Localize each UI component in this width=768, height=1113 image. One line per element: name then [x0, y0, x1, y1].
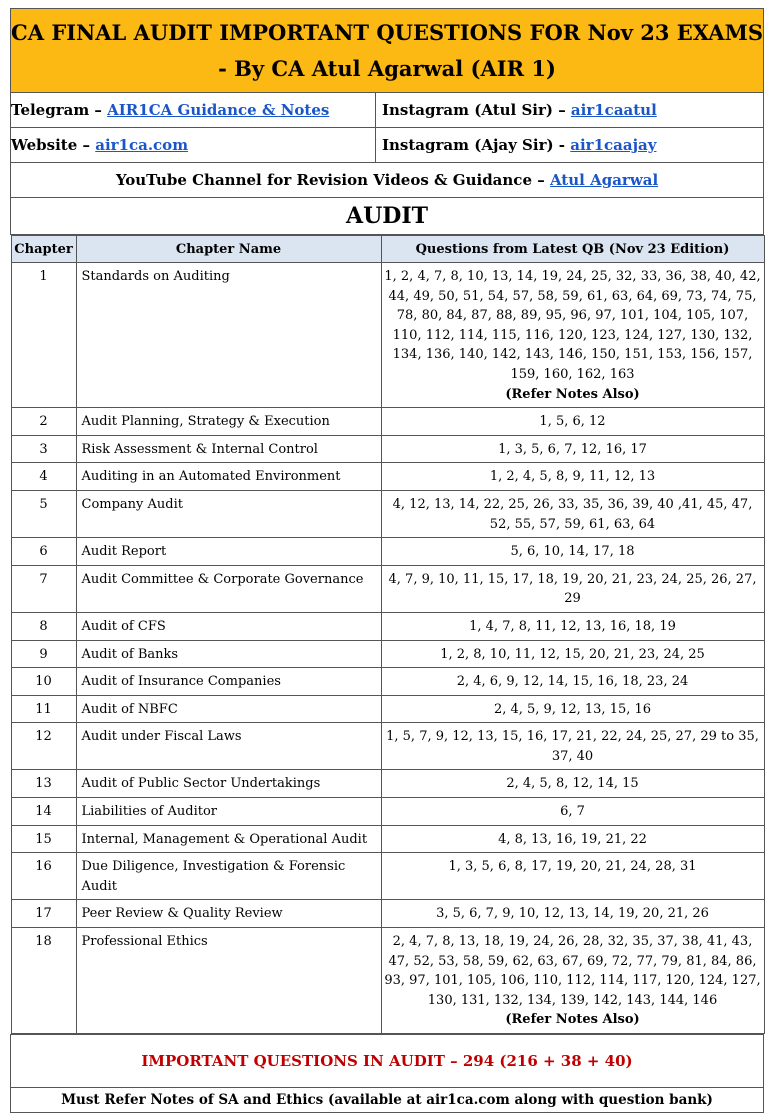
chapter-name: Audit of NBFC	[76, 695, 381, 723]
chapter-name: Standards on Auditing	[76, 263, 381, 408]
table-row	[11, 408, 764, 436]
table-row	[11, 612, 764, 640]
chapter-name: Liabilities of Auditor	[76, 798, 381, 826]
chapter-questions	[381, 408, 764, 436]
question-list: 6, 7	[560, 804, 585, 820]
question-list: 2, 4, 7, 8, 13, 18, 19, 24, 26, 28, 32, 35, 37, 38, 41, 43, 47, 52, 53, 58, 59, 62, 63, 67, 69, 72, 77, 79, 81, 84, 86, 93, 97, 101, 105, 106, 110, 112, 114, 117, 120, 124, 127, 130, 131, 132, 134, 139, 142, 143, 144, 146	[384, 934, 761, 1008]
chapter-name: Risk Assessment & Internal Control	[76, 435, 381, 463]
table-row	[11, 435, 764, 463]
chapter-questions	[381, 640, 764, 668]
question-list: 4, 7, 9, 10, 11, 15, 17, 18, 19, 20, 21, 23, 24, 25, 26, 27, 29	[388, 571, 757, 607]
instagram-ajay-label: Instagram (Ajay Sir) -	[382, 136, 571, 154]
chapter-number: 18	[11, 928, 76, 1034]
page-subtitle: - By CA Atul Agarwal (AIR 1)	[218, 55, 556, 81]
chapter-number: 2	[11, 408, 76, 436]
table-row	[11, 798, 764, 826]
chapter-questions	[381, 798, 764, 826]
table-row	[11, 565, 764, 612]
question-list: 2, 4, 5, 9, 12, 13, 15, 16	[493, 701, 652, 717]
youtube-label: YouTube Channel for Revision Videos & Guidance –	[115, 171, 550, 189]
chapter-questions	[381, 612, 764, 640]
chapter-number: 5	[11, 490, 76, 537]
column-header-chapter-name: Chapter Name	[76, 236, 381, 263]
section-title: AUDIT	[11, 198, 764, 235]
chapter-questions	[381, 263, 764, 408]
website-cell	[11, 128, 376, 163]
chapter-number: 14	[11, 798, 76, 826]
chapter-name: Internal, Management & Operational Audit	[76, 825, 381, 853]
chapter-questions	[381, 853, 764, 900]
chapter-number: 8	[11, 612, 76, 640]
table-row	[11, 723, 764, 770]
chapter-name: Professional Ethics	[76, 928, 381, 1034]
footer-note: Must Refer Notes of SA and Ethics (available at air1ca.com along with question bank)	[11, 1088, 764, 1113]
table-row	[11, 490, 764, 537]
chapter-number: 6	[11, 538, 76, 566]
chapter-name: Audit Report	[76, 538, 381, 566]
chapter-number: 17	[11, 900, 76, 928]
instagram-ajay-link[interactable]: air1caajay	[570, 136, 657, 154]
question-list: 4, 12, 13, 14, 22, 25, 26, 33, 35, 36, 39, 40 ,41, 45, 47, 52, 55, 57, 59, 61, 63, 64	[392, 496, 753, 532]
youtube-link[interactable]: Atul Agarwal	[549, 171, 659, 189]
question-list: 1, 3, 5, 6, 8, 17, 19, 20, 21, 24, 28, 31	[448, 859, 697, 875]
chapter-name: Auditing in an Automated Environment	[76, 463, 381, 491]
question-list: 1, 2, 8, 10, 11, 12, 15, 20, 21, 23, 24, 25	[440, 646, 705, 662]
table-row	[11, 640, 764, 668]
table-row	[11, 538, 764, 566]
question-list: 1, 5, 7, 9, 12, 13, 15, 16, 17, 21, 22, 24, 25, 27, 29 to 35, 37, 40	[386, 729, 759, 764]
table-header-row	[11, 236, 764, 263]
chapter-questions	[381, 538, 764, 566]
chapter-questions	[381, 668, 764, 696]
column-header-questions: Questions from Latest QB (Nov 23 Edition)	[381, 236, 764, 263]
chapter-questions	[381, 565, 764, 612]
question-list: 5, 6, 10, 14, 17, 18	[510, 544, 635, 560]
table-row	[11, 770, 764, 798]
question-list: 1, 5, 6, 12	[539, 414, 606, 430]
table-row	[11, 928, 764, 1034]
chapter-name: Audit Committee & Corporate Governance	[76, 565, 381, 612]
column-header-chapter: Chapter	[11, 236, 76, 263]
chapter-name: Audit of Public Sector Undertakings	[76, 770, 381, 798]
chapter-questions	[381, 723, 764, 770]
question-list: 4, 8, 13, 16, 19, 21, 22	[498, 831, 647, 847]
chapter-name: Company Audit	[76, 490, 381, 537]
chapter-number: 7	[11, 565, 76, 612]
question-list: 1, 4, 7, 8, 11, 12, 13, 16, 18, 19	[469, 618, 676, 634]
chapters-container	[11, 235, 764, 1035]
refer-notes-label: (Refer Notes Also)	[505, 1012, 640, 1028]
title-block	[11, 9, 764, 93]
question-list: 1, 2, 4, 7, 8, 10, 13, 14, 19, 24, 25, 32, 33, 36, 38, 40, 42, 44, 49, 50, 51, 54, 57, 58, 59, 61, 63, 64, 69, 73, 74, 75, 78, 80, 84, 87, 88, 89, 95, 96, 97, 101, 104, 105, 107, 110, 112, 114, 115, 116, 120, 123, 124, 127, 130, 132, 134, 136, 140, 142, 143, 146, 150, 151, 153, 156, 157, 159, 160, 162, 163	[384, 269, 761, 382]
chapter-name: Audit of Banks	[76, 640, 381, 668]
chapter-number: 4	[11, 463, 76, 491]
chapter-name: Audit of Insurance Companies	[76, 668, 381, 696]
summary-text: IMPORTANT QUESTIONS IN AUDIT – 294 (216 + 38 + 40)	[11, 1035, 764, 1088]
chapter-name: Audit under Fiscal Laws	[76, 723, 381, 770]
refer-notes-label: (Refer Notes Also)	[505, 386, 640, 402]
telegram-label: Telegram –	[11, 101, 108, 119]
question-list: 1, 2, 4, 5, 8, 9, 11, 12, 13	[489, 469, 656, 485]
instagram-atul-cell	[376, 93, 764, 128]
instagram-atul-link[interactable]: air1caatul	[570, 101, 657, 119]
table-row	[11, 900, 764, 928]
table-row	[11, 825, 764, 853]
table-row	[11, 668, 764, 696]
chapter-name: Peer Review & Quality Review	[76, 900, 381, 928]
question-list: 1, 3, 5, 6, 7, 12, 16, 17	[498, 441, 647, 457]
chapter-number: 10	[11, 668, 76, 696]
question-list: 2, 4, 5, 8, 12, 14, 15	[506, 776, 639, 792]
chapter-questions	[381, 825, 764, 853]
chapter-questions	[381, 490, 764, 537]
question-list: 3, 5, 6, 7, 9, 10, 12, 13, 14, 19, 20, 21, 26	[436, 906, 709, 922]
chapter-questions	[381, 928, 764, 1034]
chapter-name: Audit Planning, Strategy & Execution	[76, 408, 381, 436]
chapter-questions	[381, 900, 764, 928]
chapter-name: Audit of CFS	[76, 612, 381, 640]
table-row	[11, 263, 764, 408]
document-sheet	[10, 8, 764, 1113]
page-title: CA FINAL AUDIT IMPORTANT QUESTIONS FOR Nov 23 EXAMS	[11, 19, 764, 45]
chapter-questions	[381, 435, 764, 463]
chapter-rows	[11, 263, 764, 1034]
chapter-number: 9	[11, 640, 76, 668]
chapter-number: 11	[11, 695, 76, 723]
table-row	[11, 695, 764, 723]
chapter-name: Due Diligence, Investigation & Forensic Audit	[76, 853, 381, 900]
instagram-atul-label: Instagram (Atul Sir) –	[382, 101, 571, 119]
chapter-number: 3	[11, 435, 76, 463]
chapter-number: 16	[11, 853, 76, 900]
website-label: Website –	[11, 136, 96, 154]
chapter-number: 15	[11, 825, 76, 853]
website-link[interactable]: air1ca.com	[95, 136, 189, 154]
chapter-number: 13	[11, 770, 76, 798]
chapter-questions	[381, 695, 764, 723]
table-row	[11, 853, 764, 900]
chapters-table	[11, 235, 765, 1034]
telegram-cell	[11, 93, 376, 128]
telegram-link[interactable]: AIR1CA Guidance & Notes	[107, 101, 330, 119]
chapter-number: 12	[11, 723, 76, 770]
instagram-ajay-cell	[376, 128, 764, 163]
table-row	[11, 463, 764, 491]
chapter-number: 1	[11, 263, 76, 408]
chapter-questions	[381, 770, 764, 798]
youtube-cell	[11, 163, 764, 198]
chapter-questions	[381, 463, 764, 491]
question-list: 2, 4, 6, 9, 12, 14, 15, 16, 18, 23, 24	[456, 674, 689, 690]
